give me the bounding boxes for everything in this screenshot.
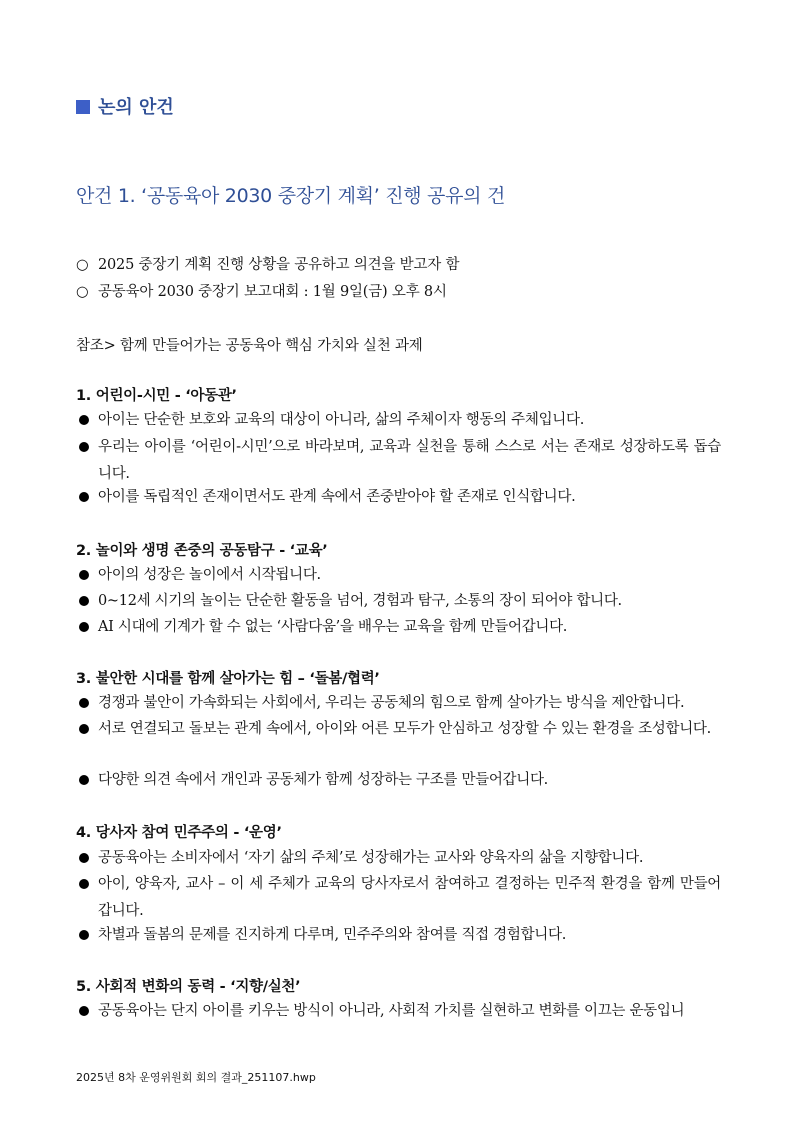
bullet-dot-icon	[79, 775, 89, 785]
bullet-dot-icon	[79, 492, 89, 502]
list-item-text: 우리는 아이를 ‘어린이-시민’으로 바라보며, 교육과 실천을 통해 스스로 서는 존재로 성장하도록 돕습니다.	[98, 439, 721, 482]
summary-item	[76, 280, 447, 301]
list-item-text: 경쟁과 불안이 가속화되는 사회에서, 우리는 공동체의 힘으로 함께 살아가는 방식을 제안합니다.	[98, 695, 685, 711]
list-item-text: 0~12세 시기의 놀이는 단순한 활동을 넘어, 경험과 탐구, 소통의 장이 되어야 합니다.	[98, 593, 622, 609]
group-title: 4. 당사자 참여 민주주의 - ‘운영’	[76, 825, 282, 841]
bullet-dot-icon	[79, 698, 89, 708]
list-item-text: AI 시대에 기계가 할 수 없는 ‘사람다움’을 배우는 교육을 함께 만들어갑니다.	[98, 619, 568, 635]
list-item	[76, 690, 721, 717]
group-title: 2. 놀이와 생명 존중의 공동탐구 - ‘교육’	[76, 543, 328, 559]
list-item	[76, 484, 721, 511]
list-item-text: 서로 연결되고 돌보는 관계 속에서, 아이와 어른 모두가 안심하고 성장할 수 있는 환경을 조성합니다.	[98, 721, 711, 737]
list-item	[76, 588, 721, 615]
section-heading-text: 논의 안건	[98, 97, 174, 118]
agenda-title: 안건 1. ‘공동육아 2030 중장기 계획’ 진행 공유의 건	[76, 185, 505, 207]
summary-item-text: 공동육아 2030 중장기 보고대회 : 1월 9일(금) 오후 8시	[98, 284, 447, 300]
group-title: 1. 어린이-시민 - ‘아동관’	[76, 388, 237, 404]
list-item-text: 아이, 양육자, 교사 – 이 세 주체가 교육의 당사자로서 참여하고 결정하는 민주적 환경을 함께 만들어갑니다.	[98, 876, 721, 919]
summary-item	[76, 253, 459, 274]
list-item	[76, 716, 721, 743]
bullet-dot-icon	[79, 622, 89, 632]
group-title: 5. 사회적 변화의 동력 - ‘지향/실천’	[76, 979, 301, 995]
summary-item-text: 2025 중장기 계획 진행 상황을 공유하고 의견을 받고자 함	[98, 257, 460, 273]
list-item	[76, 767, 721, 794]
list-item	[76, 998, 721, 1025]
list-item-text: 아이는 단순한 보호와 교육의 대상이 아니라, 삶의 주체이자 행동의 주체입니다.	[98, 412, 585, 428]
list-item-text: 아이를 독립적인 존재이면서도 관계 속에서 존중받아야 할 존재로 인식합니다.	[98, 489, 576, 505]
list-item	[76, 845, 721, 872]
group-title: 3. 불안한 시대를 함께 살아가는 힘 – ‘돌봄/협력’	[76, 671, 380, 687]
bullet-dot-icon	[79, 1006, 89, 1016]
bullet-dot-icon	[79, 930, 89, 940]
section-heading	[76, 93, 174, 119]
bullet-dot-icon	[79, 853, 89, 863]
list-item-text: 아이의 성장은 놀이에서 시작됩니다.	[98, 567, 321, 583]
circle-marker-icon: ○	[76, 284, 89, 300]
bullet-dot-icon	[79, 442, 89, 452]
list-item	[76, 871, 721, 925]
list-item-text: 공동육아는 단지 아이를 키우는 방식이 아니라, 사회적 가치를 실현하고 변화를 이끄는 운동입니	[98, 1003, 685, 1019]
bullet-dot-icon	[79, 596, 89, 606]
circle-marker-icon: ○	[76, 257, 89, 273]
bullet-dot-icon	[79, 724, 89, 734]
list-item	[76, 434, 721, 488]
list-item	[76, 562, 721, 589]
list-item-text: 공동육아는 소비자에서 ‘자기 삶의 주체’로 성장해가는 교사와 양육자의 삶을 지향합니다.	[98, 850, 644, 866]
bullet-dot-icon	[79, 570, 89, 580]
list-item	[76, 407, 721, 434]
square-bullet-icon	[76, 100, 90, 114]
reference-line: 참조> 함께 만들어가는 공동육아 핵심 가치와 실천 과제	[76, 338, 423, 354]
list-item-text: 차별과 돌봄의 문제를 진지하게 다루며, 민주주의와 참여를 직접 경험합니다.	[98, 927, 567, 943]
footer-filename: 2025년 8차 운영위원회 회의 결과_251107.hwp	[76, 1071, 316, 1084]
list-item-text: 다양한 의견 속에서 개인과 공동체가 함께 성장하는 구조를 만들어갑니다.	[98, 772, 548, 788]
bullet-dot-icon	[79, 415, 89, 425]
bullet-dot-icon	[79, 879, 89, 889]
list-item	[76, 922, 721, 949]
list-item	[76, 614, 721, 641]
